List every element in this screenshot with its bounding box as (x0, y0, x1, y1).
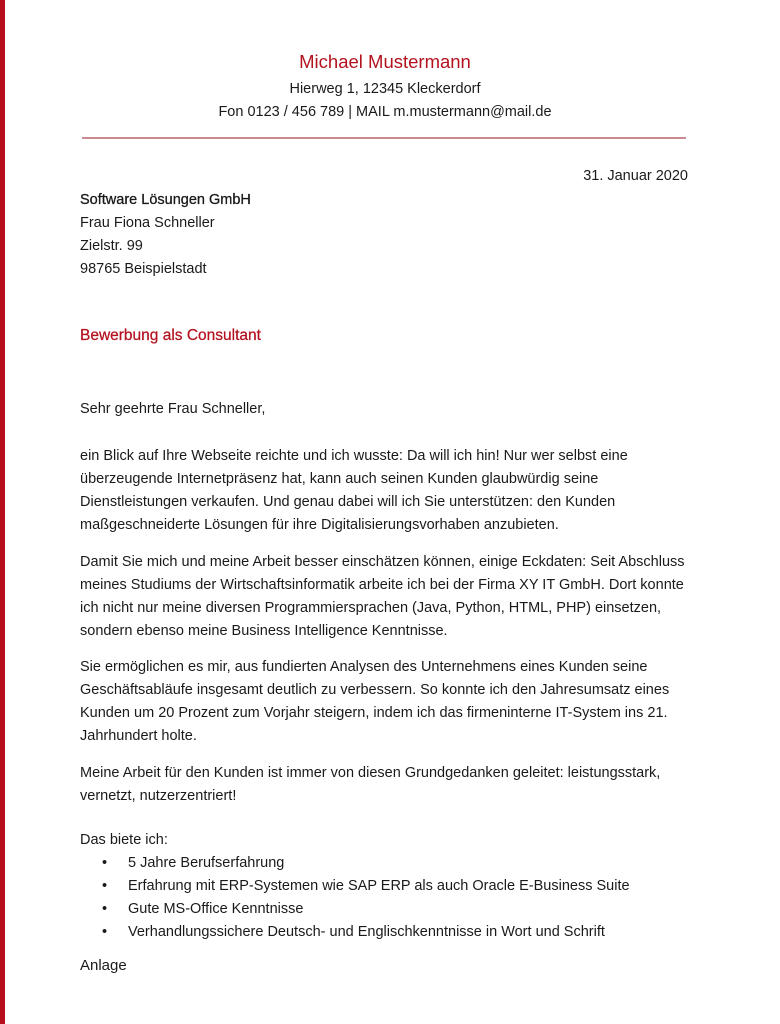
body-paragraph-4: Meine Arbeit für den Kunden ist immer von diesen Grundgedanken geleitet: leistungsstark, vernetzt, nutzerzentriert! (80, 765, 661, 804)
list-item-text: 5 Jahre Berufserfahrung (128, 855, 285, 871)
body-paragraph-2: Damit Sie mich und meine Arbeit besser einschätzen können, einige Eckdaten: Seit Abschluss meines Studiums der Wirtschaftsinformatik arbeite ich bei der Firma XY IT GmbH. Dort konnte ich nicht nur meine diversen Programmiersprachen (Java, Python, HTML, PHP) einsetzen, sondern ebenso meine Business Intelligence Kenntnisse. (80, 554, 685, 639)
list-item-text: Gute MS-Office Kenntnisse (128, 901, 304, 917)
salutation: Sehr geehrte Frau Schneller, (80, 401, 266, 417)
attachment-label: Anlage (80, 957, 127, 974)
bullet-icon: • (102, 878, 108, 894)
header-divider (82, 137, 686, 139)
list-item-text: Verhandlungssichere Deutsch- und Englischkenntnisse in Wort und Schrift (128, 924, 605, 940)
body-paragraph-3: Sie ermöglichen es mir, aus fundierten Analysen des Unternehmens eines Kunden seine Geschäftsabläufe insgesamt deutlich zu verbessern. So konnte ich den Jahresumsatz eines Kunden um 20 Prozent zum Vorjahr steigern, indem ich das firmeninterne IT-System ins 21. Jahrhundert holte. (80, 659, 670, 744)
list-item (80, 852, 630, 875)
sender-address: Hierweg 1, 12345 Kleckerdorf (289, 81, 481, 97)
list-item-text: Erfahrung mit ERP-Systemen wie SAP ERP als auch Oracle E-Business Suite (128, 878, 630, 894)
list-item (80, 875, 630, 898)
recipient-person: Frau Fiona Schneller (80, 215, 215, 231)
subject-line: Bewerbung als Consultant (80, 327, 261, 344)
body-paragraph-1: ein Blick auf Ihre Webseite reichte und ich wusste: Da will ich hin! Nur wer selbst eine überzeugende Internetpräsenz hat, kann auch seinen Kunden glaubwürdig seine Dienstleistungen verkaufen. Und genau dabei will ich Sie unterstützen: den Kunden maßgeschneiderte Lösungen für ihre Digitalisierungsvorhaben anzubieten. (80, 448, 628, 533)
recipient-city: 98765 Beispielstadt (80, 261, 207, 277)
recipient-company: Software Lösungen GmbH (80, 192, 251, 208)
offer-list (80, 852, 630, 944)
sender-contact: Fon 0123 / 456 789 | MAIL m.mustermann@mail.de (218, 104, 552, 120)
recipient-street: Zielstr. 99 (80, 238, 143, 254)
sender-name: Michael Mustermann (299, 51, 471, 72)
list-item (80, 898, 630, 921)
offer-list-title: Das biete ich: (80, 832, 168, 848)
letter-date: 31. Januar 2020 (583, 168, 688, 184)
bullet-icon: • (102, 901, 108, 917)
bullet-icon: • (102, 855, 108, 871)
recipient-address-block (80, 189, 251, 281)
bullet-icon: • (102, 924, 108, 940)
list-item (80, 921, 630, 944)
